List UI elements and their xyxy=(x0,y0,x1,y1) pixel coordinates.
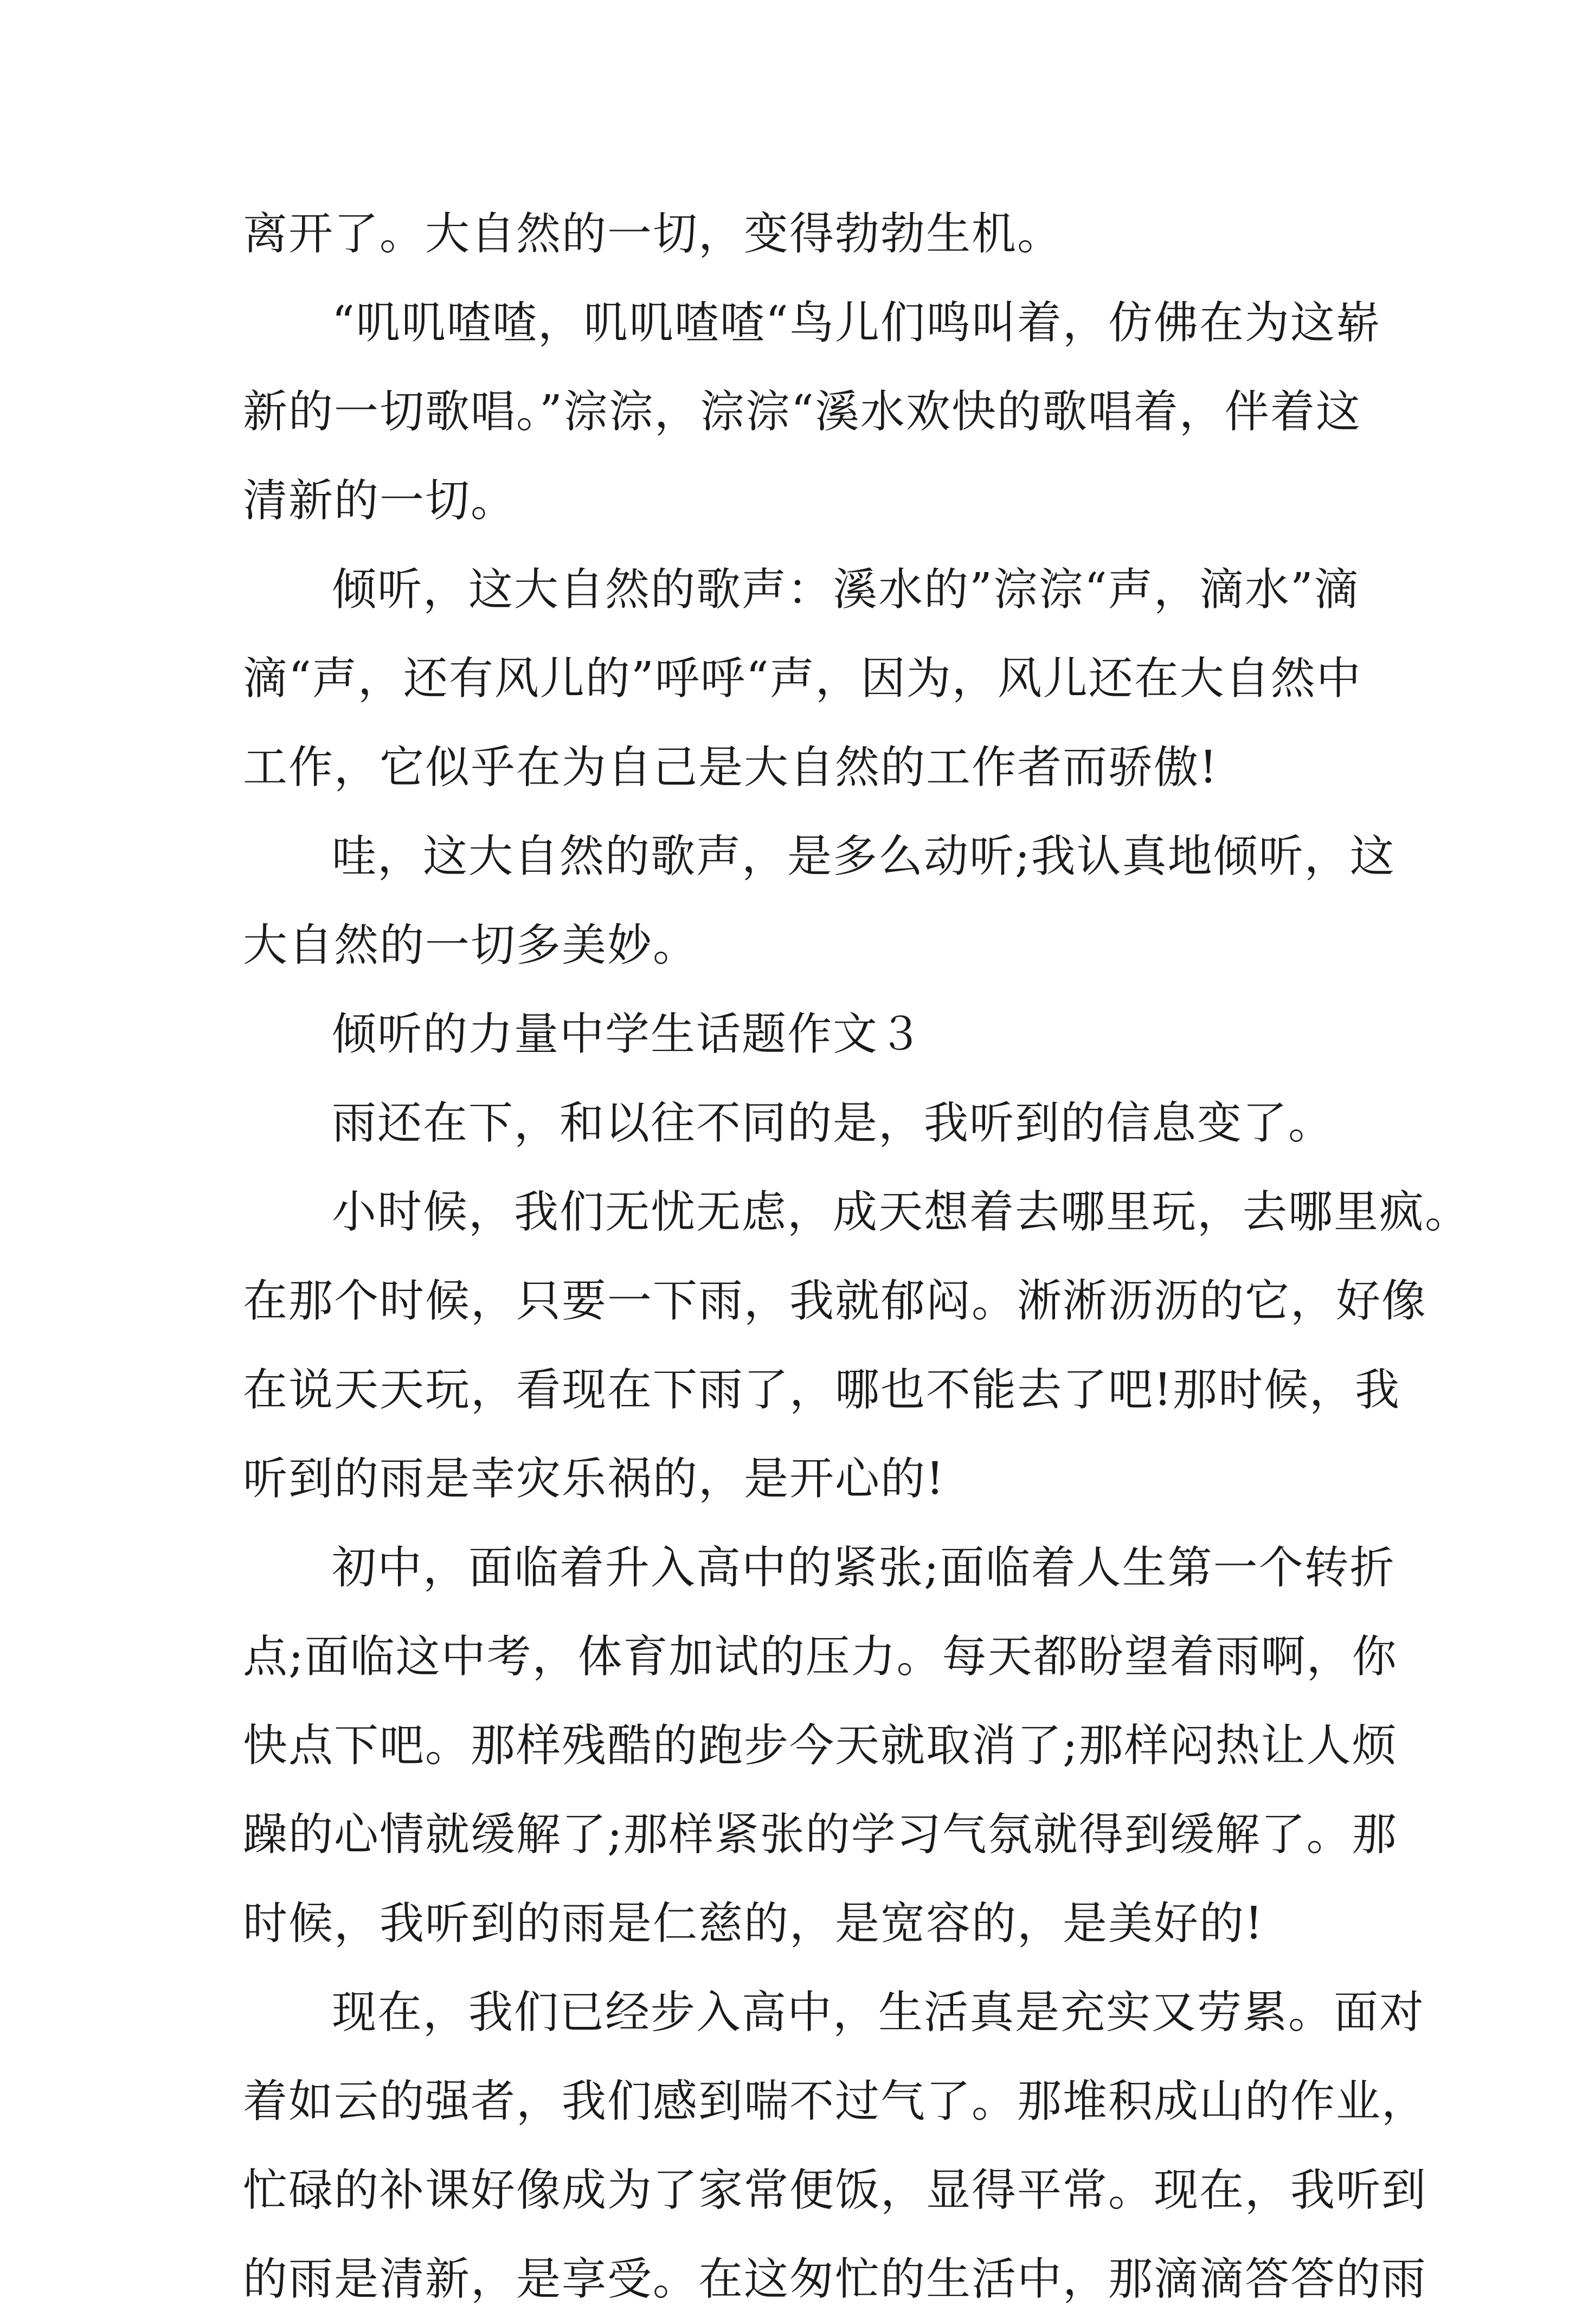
text-line: 大自然的一切多美妙。 xyxy=(243,920,699,971)
text-line: 小时候，我们无忧无虑，成天想着去哪里玩，去哪里疯。 xyxy=(332,1186,1471,1238)
text-line: 的雨是清新，是享受。在这匆忙的生活中，那滴滴答答的雨 xyxy=(243,2254,1427,2305)
text-line: 工作，它似乎在为自己是大自然的工作者而骄傲! xyxy=(243,742,1218,793)
text-line: 倾听的力量中学生话题作文３ xyxy=(332,1009,924,1060)
text-line: 听到的雨是幸灾乐祸的，是开心的! xyxy=(243,1453,945,1505)
text-line: 雨还在下，和以往不同的是，我听到的信息变了。 xyxy=(332,1097,1334,1149)
text-line: 躁的心情就缓解了;那样紧张的学习气氛就得到缓解了。那 xyxy=(243,1809,1398,1860)
text-line: 离开了。大自然的一切，变得勃勃生机。 xyxy=(243,208,1063,260)
text-line: 初中，面临着升入高中的紧张;面临着人生第一个转折 xyxy=(332,1542,1396,1594)
text-line: 清新的一切。 xyxy=(243,475,517,527)
text-line: “叽叽喳喳，叽叽喳喳“鸟儿们鸣叫着，仿佛在为这崭 xyxy=(332,297,1381,349)
text-line: 新的一切歌唱。”淙淙，淙淙“溪水欢快的歌唱着，伴着这 xyxy=(243,386,1361,438)
text-line: 快点下吧。那样残酷的跑步今天就取消了;那样闷热让人烦 xyxy=(243,1720,1398,1771)
text-line: 哇，这大自然的歌声，是多么动听;我认真地倾听，这 xyxy=(332,831,1396,882)
text-line: 点;面临这中考，体育加试的压力。每天都盼望着雨啊，你 xyxy=(243,1631,1398,1683)
text-line: 着如云的强者，我们感到喘不过气了。那堆积成山的作业， xyxy=(243,2076,1427,2127)
document-body xyxy=(243,190,1471,2324)
text-line: 现在，我们已经步入高中，生活真是充实又劳累。面对 xyxy=(332,1987,1425,2038)
text-line: 忙碌的补课好像成为了家常便饭，显得平常。现在，我听到 xyxy=(243,2165,1427,2216)
text-line: 在那个时候，只要一下雨，我就郁闷。淅淅沥沥的它，好像 xyxy=(243,1275,1427,1327)
text-line: 滴“声，还有风儿的”呼呼“声，因为，风儿还在大自然中 xyxy=(243,653,1362,704)
text-line: 在说天天玩，看现在下雨了，哪也不能去了吧!那时候，我 xyxy=(243,1364,1400,1416)
text-line: 时候，我听到的雨是仁慈的，是宽容的，是美好的! xyxy=(243,1898,1264,1949)
text-line: 倾听，这大自然的歌声：溪水的”淙淙“声，滴水”滴 xyxy=(332,564,1360,615)
